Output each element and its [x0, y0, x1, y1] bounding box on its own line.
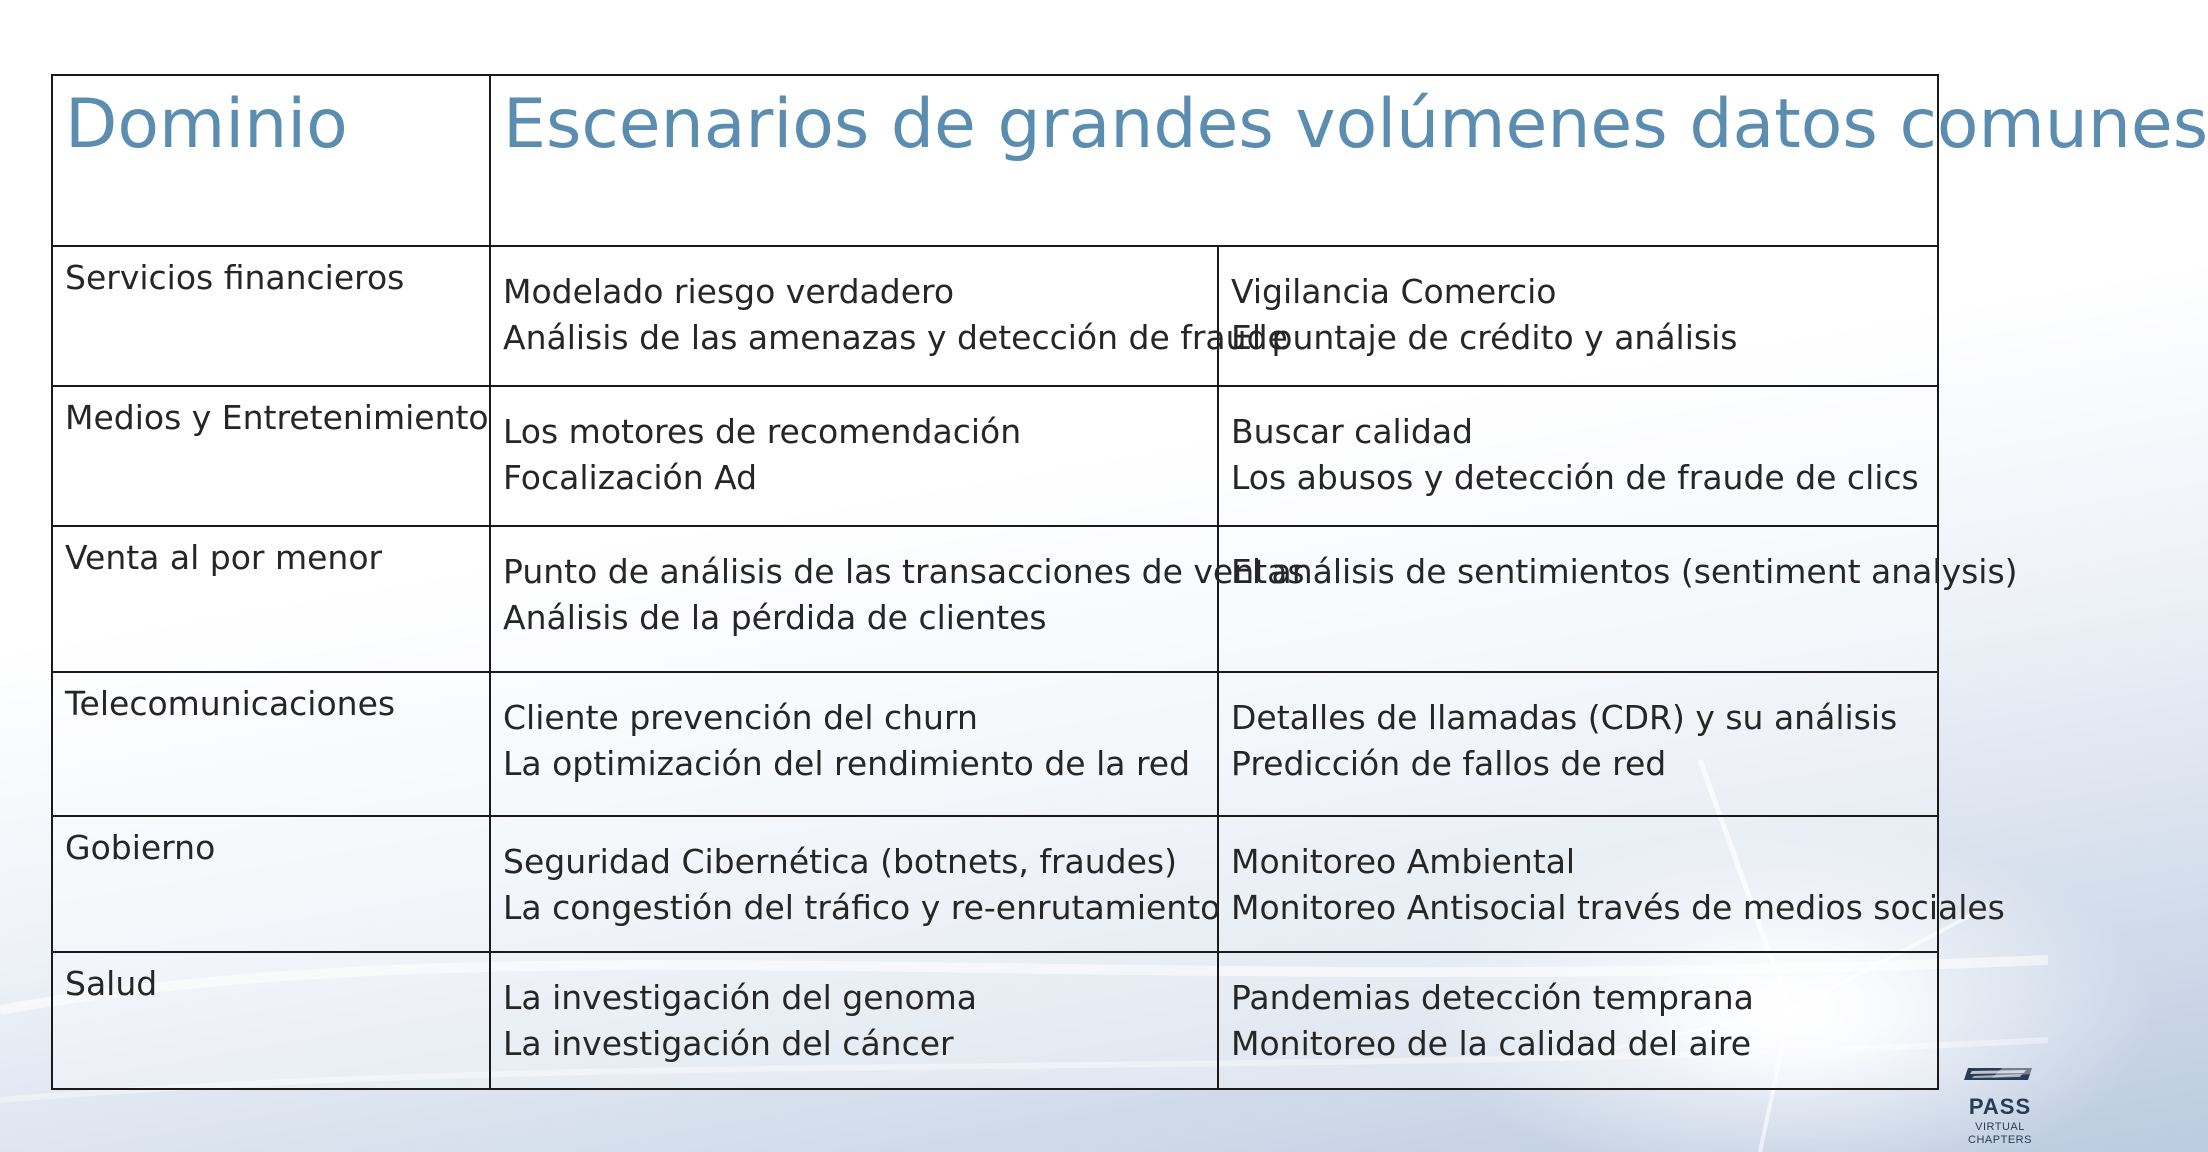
- domain-cell: Servicios financieros: [52, 246, 490, 386]
- scenario-cell: [490, 526, 1305, 672]
- scenario-cell: [1218, 816, 2005, 952]
- header-scenarios: Escenarios de grandes volúmenes datos comunes: [490, 75, 1938, 246]
- table-row: [52, 816, 1938, 952]
- domain-cell: Telecomunicaciones: [52, 672, 490, 816]
- table-header-row: [52, 75, 1938, 246]
- scenario-cell: [490, 246, 1288, 386]
- scenario-line: Monitoreo Ambiental: [1231, 842, 1576, 881]
- table-row: [52, 386, 1938, 526]
- domain-cell: Gobierno: [52, 816, 490, 952]
- scenario-cell: [1218, 386, 1938, 526]
- header-domain: Dominio: [52, 75, 490, 246]
- domain-cell: Venta al por menor: [52, 526, 490, 672]
- scenario-line: Detalles de llamadas (CDR) y su análisis: [1231, 698, 1898, 737]
- scenario-line: Vigilancia Comercio: [1231, 272, 1557, 311]
- scenario-line: Monitoreo Antisocial través de medios sociales: [1231, 888, 2005, 927]
- scenario-line: Los abusos y detección de fraude de clics: [1231, 458, 1919, 497]
- scenario-cell: [490, 952, 1218, 1089]
- domain-cell: Salud: [52, 952, 490, 1089]
- table-row: [52, 672, 1938, 816]
- scenario-cell: [1218, 672, 1938, 816]
- scenario-line: Predicción de fallos de red: [1231, 744, 1667, 783]
- scenario-cell: [1218, 526, 2018, 672]
- scenario-cell: [490, 672, 1218, 816]
- table-row: [52, 526, 1938, 672]
- scenario-line: La investigación del cáncer: [503, 1024, 954, 1063]
- scenario-line: La optimización del rendimiento de la red: [503, 744, 1191, 783]
- scenario-line: Análisis de la pérdida de clientes: [503, 598, 1047, 637]
- scenario-cell: [490, 386, 1218, 526]
- scenario-line: Monitoreo de la calidad del aire: [1231, 1024, 1752, 1063]
- scenario-line: El puntaje de crédito y análisis: [1231, 318, 1738, 357]
- logo-name: PASS: [1968, 1094, 2032, 1119]
- scenario-cell: [1218, 952, 1938, 1089]
- table-row: [52, 952, 1938, 1089]
- domain-cell: Medios y Entretenimiento: [52, 386, 490, 526]
- table-row: [52, 246, 1938, 386]
- scenario-line: Seguridad Cibernética (botnets, fraudes): [503, 842, 1178, 881]
- scenario-line: Pandemias detección temprana: [1231, 978, 1754, 1017]
- scenario-line: La investigación del genoma: [503, 978, 978, 1017]
- scenario-line: Buscar calidad: [1231, 412, 1473, 451]
- scenario-line: Modelado riesgo verdadero: [503, 272, 955, 311]
- scenario-line: Cliente prevención del churn: [503, 698, 978, 737]
- scenario-line: Análisis de las amenazas y detección de fraude: [503, 318, 1288, 357]
- scenario-line: El análisis de sentimientos (sentiment analysis): [1231, 552, 2018, 591]
- scenario-cell: [1218, 246, 1938, 386]
- scenario-line: Focalización Ad: [503, 458, 758, 497]
- big-data-scenarios-table: [51, 74, 2208, 1090]
- scenario-line: La congestión del tráfico y re-enrutamiento: [503, 888, 1221, 927]
- scenario-line: Punto de análisis de las transacciones de ventas: [503, 552, 1305, 591]
- logo-line-virtual: VIRTUAL: [1975, 1121, 2025, 1133]
- scenario-line: Los motores de recomendación: [503, 412, 1022, 451]
- scenario-cell: [490, 816, 1221, 952]
- logo-line-chapters: CHAPTERS: [1968, 1134, 2032, 1146]
